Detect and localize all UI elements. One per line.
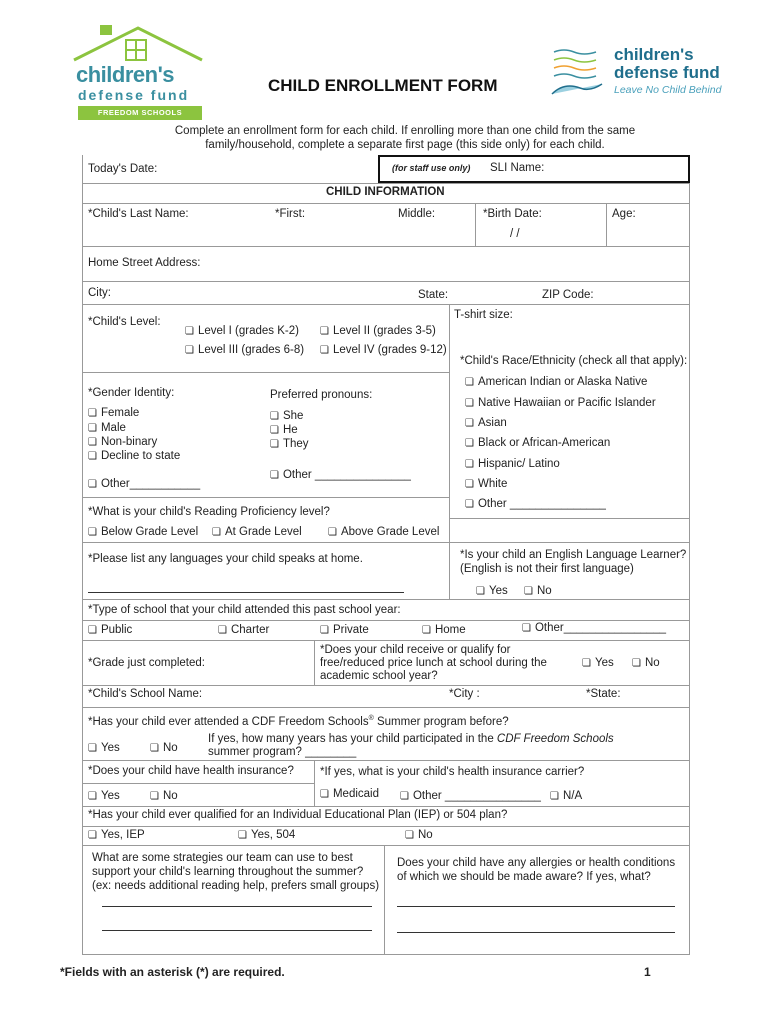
checkbox-icon: ❏	[185, 326, 194, 337]
required-note: *Fields with an asterisk (*) are required.	[60, 965, 285, 979]
school-other[interactable]: ❏ Other________________	[522, 622, 667, 634]
race-asian[interactable]: ❏ Asian	[465, 417, 507, 429]
form-title: CHILD ENROLLMENT FORM	[268, 76, 498, 95]
birth-date-slashes: / /	[510, 228, 520, 240]
checkbox-icon: ❏	[465, 459, 474, 470]
reading-question: *What is your child's Reading Proficiency level?	[88, 506, 330, 518]
checkbox-icon: ❏	[524, 586, 533, 597]
checkbox-icon: ❏	[88, 423, 97, 434]
checkbox-icon: ❏	[238, 830, 247, 841]
race-white[interactable]: ❏ White	[465, 478, 508, 490]
grade-completed-label[interactable]: *Grade just completed:	[88, 657, 205, 669]
iep-504[interactable]: ❏ Yes, 504	[238, 829, 296, 841]
school-type-question: *Type of school that your child attended this past school year:	[88, 604, 401, 616]
checkbox-icon: ❏	[270, 439, 279, 450]
checkbox-icon: ❏	[185, 345, 194, 356]
checkbox-icon: ❏	[320, 345, 329, 356]
middle-name-label[interactable]: Middle:	[398, 208, 436, 220]
lunch-question-1: *Does your child receive or qualify for	[320, 644, 511, 656]
checkbox-icon: ❏	[270, 425, 279, 436]
checkbox-icon: ❏	[465, 438, 474, 449]
staff-use-box[interactable]	[378, 155, 690, 183]
cdf-logo	[548, 44, 728, 104]
gender-male[interactable]: ❏ Male	[88, 422, 126, 434]
checkbox-icon: ❏	[465, 479, 474, 490]
staff-note: (for staff use only)	[392, 163, 471, 173]
checkbox-icon: ❏	[150, 743, 159, 754]
ell-yes[interactable]: ❏ Yes	[476, 585, 508, 597]
carrier-question: *If yes, what is your child's health insurance carrier?	[320, 766, 585, 778]
checkbox-icon: ❏	[270, 411, 279, 422]
race-hispanic[interactable]: ❏ Hispanic/ Latino	[465, 458, 560, 470]
ell-question-2: (English is not their first language)	[460, 563, 634, 575]
page-number: 1	[644, 965, 651, 979]
school-state-label[interactable]: *State:	[586, 688, 621, 700]
checkbox-icon: ❏	[522, 623, 531, 634]
race-black[interactable]: ❏ Black or African-American	[465, 437, 611, 449]
checkbox-icon: ❏	[88, 408, 97, 419]
reading-below[interactable]: ❏ Below Grade Level	[88, 526, 199, 538]
level-3-checkbox[interactable]: ❏ Level III (grades 6-8)	[185, 344, 305, 356]
reading-at[interactable]: ❏ At Grade Level	[212, 526, 302, 538]
checkbox-icon: ❏	[465, 499, 474, 510]
logo-right-tagline: Leave No Child Behind	[614, 84, 722, 96]
checkbox-icon: ❏	[88, 451, 97, 462]
strategies-question-1: What are some strategies our team can use to best	[92, 852, 353, 864]
pronouns-heading: Preferred pronouns:	[270, 389, 373, 401]
zip-label[interactable]: ZIP Code:	[542, 289, 594, 301]
logo-left-badge: FREEDOM SCHOOLS	[78, 106, 202, 120]
carrier-medicaid[interactable]: ❏ Medicaid	[320, 788, 379, 800]
iep-question: *Has your child ever qualified for an Individual Educational Plan (IEP) or 504 plan?	[88, 809, 508, 821]
logo-left-line1: children's	[76, 62, 175, 87]
strategies-answer-line-2[interactable]	[102, 930, 372, 931]
child-drawing-icon	[548, 44, 606, 100]
checkbox-icon: ❏	[218, 625, 227, 636]
checkbox-icon: ❏	[150, 791, 159, 802]
school-public[interactable]: ❏ Public	[88, 624, 133, 636]
checkbox-icon: ❏	[476, 586, 485, 597]
school-charter[interactable]: ❏ Charter	[218, 624, 270, 636]
carrier-other[interactable]: ❏ Other _______________	[400, 790, 541, 802]
checkbox-icon: ❏	[400, 791, 409, 802]
logo-right-line2: defense fund	[614, 63, 720, 82]
pronoun-he[interactable]: ❏ He	[270, 424, 298, 436]
last-name-label[interactable]: *Child's Last Name:	[88, 208, 189, 220]
allergy-answer-line-1[interactable]	[397, 906, 675, 907]
languages-question: *Please list any languages your child speaks at home.	[88, 553, 363, 565]
checkbox-icon: ❏	[582, 658, 591, 669]
gender-heading: *Gender Identity:	[88, 387, 175, 399]
cdf-yes[interactable]: ❏ Yes	[88, 742, 120, 754]
checkbox-icon: ❏	[405, 830, 414, 841]
allergy-answer-line-2[interactable]	[397, 932, 675, 933]
gender-nonbinary[interactable]: ❏ Non-binary	[88, 436, 158, 448]
logo-right-line1: children's	[614, 45, 694, 64]
insurance-no[interactable]: ❏ No	[150, 790, 178, 802]
child-level-label: *Child's Level:	[88, 316, 161, 328]
checkbox-icon: ❏	[88, 437, 97, 448]
lunch-yes[interactable]: ❏ Yes	[582, 657, 614, 669]
years-question-2[interactable]: summer program? ________	[208, 746, 357, 758]
checkbox-icon: ❏	[320, 625, 329, 636]
years-question-1: If yes, how many years has your child participated in the CDF Freedom Schools	[208, 733, 614, 745]
checkbox-icon: ❏	[422, 625, 431, 636]
checkbox-icon: ❏	[88, 479, 97, 490]
carrier-na[interactable]: ❏ N/A	[550, 790, 583, 802]
race-american-indian[interactable]: ❏ American Indian or Alaska Native	[465, 376, 648, 388]
form-intro	[170, 124, 640, 152]
logo-left-line2: defense fund	[78, 87, 190, 103]
checkbox-icon: ❏	[212, 527, 221, 538]
race-other[interactable]: ❏ Other _______________	[465, 498, 606, 510]
house-roof-icon	[68, 22, 208, 62]
checkbox-icon: ❏	[465, 398, 474, 409]
checkbox-icon: ❏	[88, 830, 97, 841]
lunch-no[interactable]: ❏ No	[632, 657, 660, 669]
iep-no[interactable]: ❏ No	[405, 829, 433, 841]
insurance-question: *Does your child have health insurance?	[88, 765, 294, 777]
state-label[interactable]: State:	[418, 289, 449, 301]
cdf-freedom-schools-logo	[68, 22, 208, 118]
checkbox-icon: ❏	[270, 470, 279, 481]
race-native-hawaiian[interactable]: ❏ Native Hawaiian or Pacific Islander	[465, 397, 656, 409]
tshirt-size-label[interactable]: T-shirt size:	[454, 309, 513, 321]
checkbox-icon: ❏	[320, 789, 329, 800]
school-home[interactable]: ❏ Home	[422, 624, 466, 636]
reading-above[interactable]: ❏ Above Grade Level	[328, 526, 440, 538]
checkbox-icon: ❏	[320, 326, 329, 337]
sli-name-label: SLI Name:	[490, 162, 545, 174]
checkbox-icon: ❏	[632, 658, 641, 669]
lunch-question-3: academic school year?	[320, 670, 438, 682]
checkbox-icon: ❏	[465, 418, 474, 429]
allergy-question-1: Does your child have any allergies or health conditions	[397, 857, 676, 869]
child-info-heading: CHILD INFORMATION	[326, 186, 445, 198]
city-label[interactable]: City:	[88, 287, 111, 299]
pronoun-other[interactable]: ❏ Other _______________	[270, 469, 411, 481]
ell-no[interactable]: ❏ No	[524, 585, 552, 597]
gender-decline[interactable]: ❏ Decline to state	[88, 450, 181, 462]
school-city-label[interactable]: *City :	[449, 688, 480, 700]
languages-answer-line[interactable]	[88, 592, 404, 593]
age-label[interactable]: Age:	[612, 208, 636, 220]
checkbox-icon: ❏	[465, 377, 474, 388]
cdf-no[interactable]: ❏ No	[150, 742, 178, 754]
strategies-question-3: (ex: needs additional reading help, prefers small groups)	[92, 880, 380, 892]
school-name-label[interactable]: *Child's School Name:	[88, 688, 203, 700]
level-4-checkbox[interactable]: ❏ Level IV (grades 9-12)	[320, 344, 447, 356]
school-private[interactable]: ❏ Private	[320, 624, 369, 636]
birth-date-label[interactable]: *Birth Date:	[483, 208, 542, 220]
checkbox-icon: ❏	[550, 791, 559, 802]
checkbox-icon: ❏	[88, 625, 97, 636]
iep-yes[interactable]: ❏ Yes, IEP	[88, 829, 145, 841]
strategies-answer-line-1[interactable]	[102, 906, 372, 907]
gender-other[interactable]: ❏ Other___________	[88, 478, 201, 490]
level-2-checkbox[interactable]: ❏ Level II (grades 3-5)	[320, 325, 436, 337]
strategies-question-2: support your child's learning throughout the summer?	[92, 866, 364, 878]
first-name-label[interactable]: *First:	[275, 208, 306, 220]
home-address-label[interactable]: Home Street Address:	[88, 257, 201, 269]
gender-female[interactable]: ❏ Female	[88, 407, 140, 419]
intro-line1: Complete an enrollment form for each child. If enrolling more than one child from the same	[174, 125, 636, 137]
cdf-question: *Has your child ever attended a CDF Freedom Schools® Summer program before?	[88, 715, 509, 728]
pronoun-she[interactable]: ❏ She	[270, 410, 304, 422]
checkbox-icon: ❏	[328, 527, 337, 538]
intro-line2: family/household, complete a separate first page (this side only) for each child.	[205, 139, 605, 151]
todays-date-label: Today's Date:	[88, 163, 158, 175]
race-heading: *Child's Race/Ethnicity (check all that apply):	[460, 355, 688, 367]
checkbox-icon: ❏	[88, 791, 97, 802]
insurance-yes[interactable]: ❏ Yes	[88, 790, 120, 802]
ell-question-1: *Is your child an English Language Learner?	[460, 549, 687, 561]
lunch-question-2: free/reduced price lunch at school during the	[320, 657, 547, 669]
checkbox-icon: ❏	[88, 743, 97, 754]
checkbox-icon: ❏	[88, 527, 97, 538]
pronoun-they[interactable]: ❏ They	[270, 438, 309, 450]
allergy-question-2: of which we should be made aware? If yes, what?	[397, 871, 651, 883]
level-1-checkbox[interactable]: ❏ Level I (grades K-2)	[185, 325, 299, 337]
